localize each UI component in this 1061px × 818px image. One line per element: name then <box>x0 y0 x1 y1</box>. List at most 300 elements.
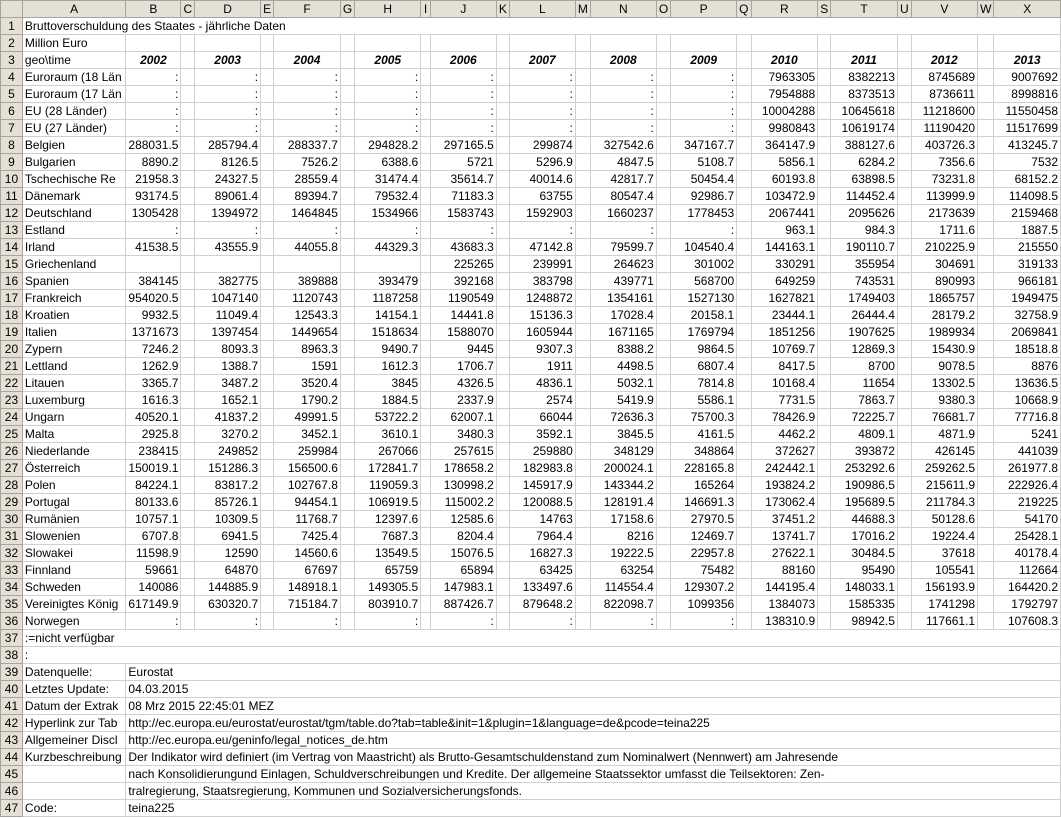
cell[interactable] <box>181 392 195 409</box>
data-cell[interactable]: 1851256 <box>751 324 818 341</box>
column-header-a[interactable]: A <box>22 1 126 18</box>
cell[interactable] <box>656 35 670 52</box>
cell[interactable] <box>897 477 911 494</box>
data-cell[interactable]: 27970.5 <box>671 511 737 528</box>
cell[interactable] <box>496 103 509 120</box>
data-cell[interactable]: 94454.1 <box>274 494 341 511</box>
cell[interactable] <box>496 239 509 256</box>
cell[interactable] <box>897 409 911 426</box>
row-header[interactable]: 32 <box>1 545 23 562</box>
cell[interactable] <box>421 375 431 392</box>
meta-value[interactable]: http://ec.europa.eu/eurostat/eurostat/tgm/table.do?tab=table&init=1&plugin=1&language=de&pcode=teina225 <box>126 715 1061 732</box>
cell[interactable] <box>421 562 431 579</box>
data-cell[interactable]: 3480.3 <box>430 426 496 443</box>
cell[interactable] <box>818 324 831 341</box>
data-cell[interactable]: : <box>671 86 737 103</box>
data-cell[interactable]: 11517699 <box>994 120 1061 137</box>
data-cell[interactable]: 98942.5 <box>831 613 898 630</box>
cell[interactable] <box>181 375 195 392</box>
cell[interactable] <box>737 426 751 443</box>
cell[interactable] <box>978 256 994 273</box>
cell[interactable] <box>340 613 354 630</box>
data-cell[interactable]: : <box>355 613 421 630</box>
cell[interactable] <box>421 222 431 239</box>
data-cell[interactable]: 11598.9 <box>126 545 181 562</box>
cell[interactable] <box>737 409 751 426</box>
cell[interactable] <box>261 545 274 562</box>
cell[interactable] <box>897 52 911 69</box>
cell[interactable] <box>818 307 831 324</box>
cell[interactable] <box>340 392 354 409</box>
data-cell[interactable]: : <box>430 120 496 137</box>
data-cell[interactable]: 1585335 <box>831 596 898 613</box>
cell[interactable] <box>261 256 274 273</box>
cell[interactable] <box>978 426 994 443</box>
cell[interactable] <box>261 86 274 103</box>
data-cell[interactable]: 10757.1 <box>126 511 181 528</box>
cell[interactable] <box>575 256 590 273</box>
row-header[interactable]: 34 <box>1 579 23 596</box>
cell[interactable] <box>421 273 431 290</box>
cell[interactable] <box>978 528 994 545</box>
cell[interactable] <box>575 171 590 188</box>
geo-time-label[interactable]: geo\time <box>22 52 126 69</box>
cell[interactable] <box>737 562 751 579</box>
data-cell[interactable]: 11049.4 <box>195 307 261 324</box>
data-cell[interactable]: 10619174 <box>831 120 898 137</box>
data-cell[interactable]: 1534966 <box>355 205 421 222</box>
cell[interactable] <box>340 545 354 562</box>
data-cell[interactable]: 7356.6 <box>911 154 978 171</box>
data-cell[interactable]: 9380.3 <box>911 392 978 409</box>
data-cell[interactable]: 288031.5 <box>126 137 181 154</box>
data-cell[interactable]: 24327.5 <box>195 171 261 188</box>
row-header[interactable]: 24 <box>1 409 23 426</box>
row-header[interactable]: 2 <box>1 35 23 52</box>
data-cell[interactable]: 114098.5 <box>994 188 1061 205</box>
data-cell[interactable]: 15136.3 <box>509 307 575 324</box>
data-cell[interactable]: 8876 <box>994 358 1061 375</box>
data-cell[interactable]: 1790.2 <box>274 392 341 409</box>
country-name[interactable]: Schweden <box>22 579 126 596</box>
row-header[interactable]: 47 <box>1 800 23 817</box>
cell[interactable] <box>656 290 670 307</box>
data-cell[interactable]: 7814.8 <box>671 375 737 392</box>
data-cell[interactable]: : <box>355 120 421 137</box>
cell[interactable] <box>181 341 195 358</box>
cell[interactable] <box>496 494 509 511</box>
data-cell[interactable]: 803910.7 <box>355 596 421 613</box>
data-cell[interactable]: 156500.6 <box>274 460 341 477</box>
cell[interactable] <box>421 358 431 375</box>
cell[interactable] <box>496 256 509 273</box>
data-cell[interactable]: 85726.1 <box>195 494 261 511</box>
data-cell[interactable]: 63898.5 <box>831 171 898 188</box>
cell[interactable] <box>978 341 994 358</box>
data-cell[interactable]: 64870 <box>195 562 261 579</box>
column-header-k[interactable]: K <box>496 1 509 18</box>
year-header[interactable]: 2010 <box>751 52 818 69</box>
cell[interactable] <box>430 35 496 52</box>
year-header[interactable]: 2006 <box>430 52 496 69</box>
cell[interactable] <box>496 375 509 392</box>
cell[interactable] <box>496 273 509 290</box>
data-cell[interactable]: 3520.4 <box>274 375 341 392</box>
data-cell[interactable]: 1397454 <box>195 324 261 341</box>
country-name[interactable]: Griechenland <box>22 256 126 273</box>
data-cell[interactable]: 1865757 <box>911 290 978 307</box>
data-cell[interactable]: 25428.1 <box>994 528 1061 545</box>
cell[interactable] <box>737 341 751 358</box>
data-cell[interactable]: 106919.5 <box>355 494 421 511</box>
cell[interactable] <box>496 205 509 222</box>
cell[interactable] <box>340 171 354 188</box>
cell[interactable] <box>978 392 994 409</box>
column-header-c[interactable]: C <box>181 1 195 18</box>
cell[interactable] <box>496 188 509 205</box>
meta-value[interactable]: nach Konsolidierungund Einlagen, Schuldverschreibungen und Kredite. Der allgemeine Staatssektor umfasst die Teilsektoren: Zen- <box>126 766 1061 783</box>
data-cell[interactable]: 47142.8 <box>509 239 575 256</box>
data-cell[interactable]: 4847.5 <box>590 154 656 171</box>
cell[interactable] <box>340 239 354 256</box>
data-cell[interactable]: 2069841 <box>994 324 1061 341</box>
data-cell[interactable]: : <box>430 103 496 120</box>
cell[interactable] <box>575 120 590 137</box>
data-cell[interactable]: 8093.3 <box>195 341 261 358</box>
cell[interactable] <box>181 171 195 188</box>
data-cell[interactable]: 10769.7 <box>751 341 818 358</box>
row-header[interactable]: 8 <box>1 137 23 154</box>
data-cell[interactable]: 14560.6 <box>274 545 341 562</box>
data-cell[interactable]: 148033.1 <box>831 579 898 596</box>
cell[interactable] <box>897 205 911 222</box>
cell[interactable] <box>575 35 590 52</box>
cell[interactable] <box>897 188 911 205</box>
row-header[interactable]: 17 <box>1 290 23 307</box>
data-cell[interactable]: 259984 <box>274 443 341 460</box>
cell[interactable] <box>818 545 831 562</box>
cell[interactable] <box>737 86 751 103</box>
data-cell[interactable]: 294828.2 <box>355 137 421 154</box>
cell[interactable] <box>897 528 911 545</box>
cell[interactable] <box>261 222 274 239</box>
cell[interactable] <box>274 35 341 52</box>
country-name[interactable]: Finnland <box>22 562 126 579</box>
data-cell[interactable]: : <box>195 69 261 86</box>
cell[interactable] <box>818 239 831 256</box>
data-cell[interactable]: 112664 <box>994 562 1061 579</box>
cell[interactable] <box>195 35 261 52</box>
data-cell[interactable]: 1449654 <box>274 324 341 341</box>
cell[interactable] <box>737 120 751 137</box>
data-cell[interactable]: 7863.7 <box>831 392 898 409</box>
data-cell[interactable]: 3452.1 <box>274 426 341 443</box>
year-header[interactable]: 2012 <box>911 52 978 69</box>
data-cell[interactable]: 383798 <box>509 273 575 290</box>
cell[interactable] <box>496 596 509 613</box>
data-cell[interactable]: 299874 <box>509 137 575 154</box>
cell[interactable] <box>897 239 911 256</box>
data-cell[interactable]: 822098.7 <box>590 596 656 613</box>
data-cell[interactable]: 28559.4 <box>274 171 341 188</box>
cell[interactable] <box>181 86 195 103</box>
cell[interactable] <box>818 256 831 273</box>
row-header[interactable]: 39 <box>1 664 23 681</box>
data-cell[interactable]: 73231.8 <box>911 171 978 188</box>
data-cell[interactable]: 228165.8 <box>671 460 737 477</box>
data-cell[interactable]: 115002.2 <box>430 494 496 511</box>
data-cell[interactable]: 76681.7 <box>911 409 978 426</box>
cell[interactable] <box>496 324 509 341</box>
cell[interactable] <box>897 273 911 290</box>
cell[interactable] <box>818 494 831 511</box>
data-cell[interactable]: 50454.4 <box>671 171 737 188</box>
data-cell[interactable]: : <box>126 613 181 630</box>
cell[interactable] <box>261 358 274 375</box>
cell[interactable] <box>421 154 431 171</box>
cell[interactable] <box>737 69 751 86</box>
cell[interactable] <box>340 188 354 205</box>
data-cell[interactable]: 5586.1 <box>671 392 737 409</box>
column-header-b[interactable]: B <box>126 1 181 18</box>
cell[interactable] <box>818 358 831 375</box>
cell[interactable] <box>818 579 831 596</box>
data-cell[interactable]: 3845 <box>355 375 421 392</box>
meta-label[interactable]: Kurzbeschreibung <box>22 749 126 766</box>
data-cell[interactable]: 78426.9 <box>751 409 818 426</box>
country-name[interactable]: EU (27 Länder) <box>22 120 126 137</box>
cell[interactable] <box>737 239 751 256</box>
country-name[interactable]: Euroraum (18 Län <box>22 69 126 86</box>
data-cell[interactable]: 1047140 <box>195 290 261 307</box>
cell[interactable] <box>737 511 751 528</box>
cell[interactable] <box>340 52 354 69</box>
data-cell[interactable]: 129307.2 <box>671 579 737 596</box>
data-cell[interactable]: 147983.1 <box>430 579 496 596</box>
row-header[interactable]: 19 <box>1 324 23 341</box>
cell[interactable] <box>340 511 354 528</box>
cell[interactable] <box>575 545 590 562</box>
cell[interactable] <box>496 154 509 171</box>
meta-value[interactable]: 04.03.2015 <box>126 681 1061 698</box>
data-cell[interactable]: 23444.1 <box>751 307 818 324</box>
data-cell[interactable]: 11768.7 <box>274 511 341 528</box>
data-cell[interactable]: : <box>126 69 181 86</box>
cell[interactable] <box>496 222 509 239</box>
data-cell[interactable]: 10645618 <box>831 103 898 120</box>
cell[interactable] <box>340 426 354 443</box>
data-cell[interactable]: 32758.9 <box>994 307 1061 324</box>
data-cell[interactable]: 8700 <box>831 358 898 375</box>
data-cell[interactable]: 1706.7 <box>430 358 496 375</box>
data-cell[interactable]: 37451.2 <box>751 511 818 528</box>
data-cell[interactable]: 4809.1 <box>831 426 898 443</box>
data-cell[interactable]: 9980843 <box>751 120 818 137</box>
cell[interactable] <box>181 239 195 256</box>
cell[interactable] <box>181 358 195 375</box>
cell[interactable] <box>421 290 431 307</box>
cell[interactable] <box>261 273 274 290</box>
data-cell[interactable]: 1354161 <box>590 290 656 307</box>
data-cell[interactable]: 1949475 <box>994 290 1061 307</box>
data-cell[interactable]: 120088.5 <box>509 494 575 511</box>
data-cell[interactable]: 62007.1 <box>430 409 496 426</box>
data-cell[interactable]: 1749403 <box>831 290 898 307</box>
data-cell[interactable]: 14763 <box>509 511 575 528</box>
cell[interactable] <box>181 120 195 137</box>
cell[interactable] <box>897 511 911 528</box>
meta-label[interactable] <box>22 783 126 800</box>
meta-label[interactable]: Letztes Update: <box>22 681 126 698</box>
cell[interactable] <box>509 35 575 52</box>
data-cell[interactable]: 264623 <box>590 256 656 273</box>
data-cell[interactable]: 5032.1 <box>590 375 656 392</box>
cell[interactable] <box>751 35 818 52</box>
cell[interactable] <box>818 86 831 103</box>
cell[interactable] <box>575 477 590 494</box>
cell[interactable] <box>978 375 994 392</box>
cell[interactable] <box>340 579 354 596</box>
cell[interactable] <box>818 477 831 494</box>
cell[interactable] <box>978 205 994 222</box>
data-cell[interactable]: 11190420 <box>911 120 978 137</box>
data-cell[interactable]: 144885.9 <box>195 579 261 596</box>
cell[interactable] <box>575 52 590 69</box>
data-cell[interactable]: 2095626 <box>831 205 898 222</box>
cell[interactable] <box>818 528 831 545</box>
cell[interactable] <box>261 120 274 137</box>
cell[interactable] <box>737 154 751 171</box>
data-cell[interactable]: 5856.1 <box>751 154 818 171</box>
data-cell[interactable]: : <box>590 613 656 630</box>
cell[interactable] <box>421 579 431 596</box>
cell[interactable] <box>340 409 354 426</box>
cell[interactable] <box>261 307 274 324</box>
data-cell[interactable]: 222926.4 <box>994 477 1061 494</box>
data-cell[interactable]: 388127.6 <box>831 137 898 154</box>
row-header[interactable]: 28 <box>1 477 23 494</box>
year-header[interactable]: 2003 <box>195 52 261 69</box>
data-cell[interactable]: : <box>126 86 181 103</box>
cell[interactable] <box>737 35 751 52</box>
data-cell[interactable]: 2159468 <box>994 205 1061 222</box>
country-name[interactable]: Euroraum (17 Län <box>22 86 126 103</box>
cell[interactable] <box>575 596 590 613</box>
column-header-i[interactable]: I <box>421 1 431 18</box>
country-name[interactable]: Belgien <box>22 137 126 154</box>
data-cell[interactable]: 146691.3 <box>671 494 737 511</box>
cell[interactable] <box>355 35 421 52</box>
cell[interactable] <box>421 460 431 477</box>
cell[interactable] <box>421 409 431 426</box>
cell[interactable] <box>897 35 911 52</box>
cell[interactable] <box>261 239 274 256</box>
cell[interactable] <box>656 188 670 205</box>
data-cell[interactable]: : <box>509 86 575 103</box>
data-cell[interactable]: 384145 <box>126 273 181 290</box>
cell[interactable] <box>340 358 354 375</box>
data-cell[interactable] <box>274 256 341 273</box>
data-cell[interactable]: 13302.5 <box>911 375 978 392</box>
cell[interactable] <box>818 290 831 307</box>
cell[interactable] <box>831 35 898 52</box>
cell[interactable] <box>421 341 431 358</box>
cell[interactable] <box>897 545 911 562</box>
data-cell[interactable]: 3487.2 <box>195 375 261 392</box>
data-cell[interactable]: 327542.6 <box>590 137 656 154</box>
data-cell[interactable]: 8388.2 <box>590 341 656 358</box>
country-name[interactable]: Luxemburg <box>22 392 126 409</box>
cell[interactable] <box>496 86 509 103</box>
data-cell[interactable]: 80547.4 <box>590 188 656 205</box>
data-cell[interactable]: : <box>430 69 496 86</box>
cell[interactable] <box>978 460 994 477</box>
data-cell[interactable]: : <box>590 120 656 137</box>
cell[interactable] <box>737 273 751 290</box>
row-header[interactable]: 41 <box>1 698 23 715</box>
data-cell[interactable]: 28179.2 <box>911 307 978 324</box>
data-cell[interactable]: 242442.1 <box>751 460 818 477</box>
cell[interactable] <box>261 426 274 443</box>
cell[interactable] <box>261 324 274 341</box>
column-header-q[interactable]: Q <box>737 1 751 18</box>
cell[interactable] <box>656 154 670 171</box>
cell[interactable] <box>656 409 670 426</box>
data-cell[interactable]: 17158.6 <box>590 511 656 528</box>
row-header[interactable]: 4 <box>1 69 23 86</box>
data-cell[interactable]: 44055.8 <box>274 239 341 256</box>
cell[interactable] <box>261 137 274 154</box>
data-cell[interactable]: 13549.5 <box>355 545 421 562</box>
data-cell[interactable]: 1305428 <box>126 205 181 222</box>
data-cell[interactable]: 200024.1 <box>590 460 656 477</box>
cell[interactable] <box>656 120 670 137</box>
data-cell[interactable]: 3610.1 <box>355 426 421 443</box>
cell[interactable] <box>181 273 195 290</box>
data-cell[interactable]: 71183.3 <box>430 188 496 205</box>
row-header[interactable]: 31 <box>1 528 23 545</box>
cell[interactable] <box>575 409 590 426</box>
row-header[interactable]: 35 <box>1 596 23 613</box>
cell[interactable] <box>340 596 354 613</box>
data-cell[interactable]: 249852 <box>195 443 261 460</box>
data-cell[interactable]: 178658.2 <box>430 460 496 477</box>
cell[interactable] <box>496 137 509 154</box>
cell[interactable] <box>978 358 994 375</box>
cell[interactable] <box>818 154 831 171</box>
data-cell[interactable]: 887426.7 <box>430 596 496 613</box>
cell[interactable] <box>978 443 994 460</box>
cell[interactable] <box>897 307 911 324</box>
cell[interactable] <box>737 613 751 630</box>
cell[interactable] <box>181 562 195 579</box>
cell[interactable] <box>340 86 354 103</box>
cell[interactable] <box>978 52 994 69</box>
data-cell[interactable]: 210225.9 <box>911 239 978 256</box>
data-cell[interactable]: 165264 <box>671 477 737 494</box>
cell[interactable] <box>590 35 656 52</box>
cell[interactable] <box>737 375 751 392</box>
data-cell[interactable]: 1778453 <box>671 205 737 222</box>
data-cell[interactable]: 1262.9 <box>126 358 181 375</box>
cell[interactable] <box>978 137 994 154</box>
cell[interactable] <box>421 494 431 511</box>
cell[interactable] <box>897 324 911 341</box>
cell[interactable] <box>575 290 590 307</box>
cell[interactable] <box>340 120 354 137</box>
data-cell[interactable]: 44688.3 <box>831 511 898 528</box>
cell[interactable] <box>818 52 831 69</box>
